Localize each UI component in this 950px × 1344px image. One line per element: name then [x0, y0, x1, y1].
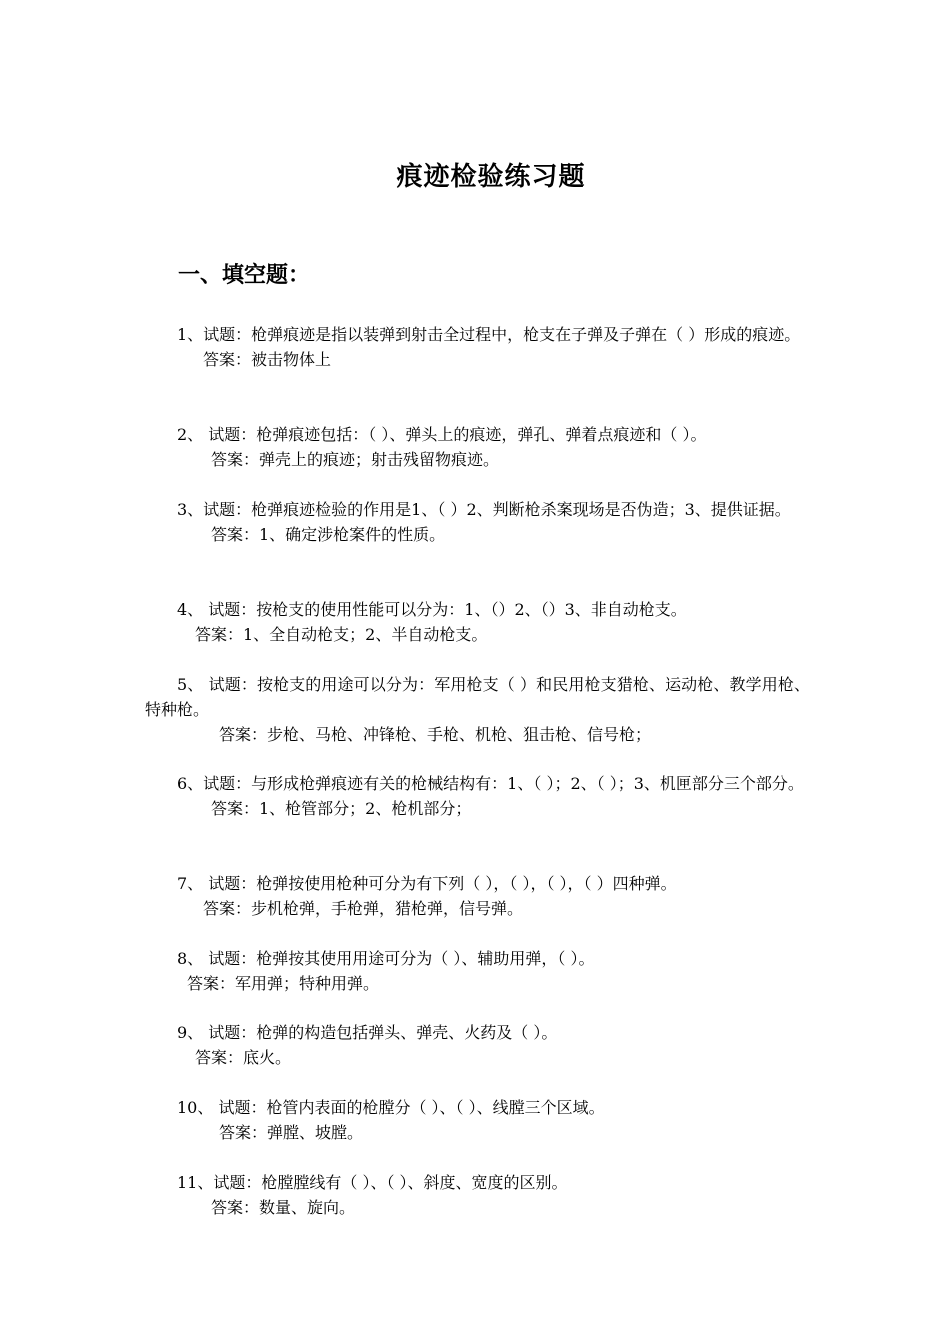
question-item [145, 771, 810, 821]
document-title: 痕迹检验练习题 [396, 162, 586, 192]
question-text: 3、试题：枪弹痕迹检验的作用是1、（ ）2、判断枪杀案现场是否伪造；3、提供证据。 [177, 500, 791, 519]
question-item [145, 322, 810, 372]
section-heading: 一、填空题： [178, 262, 311, 288]
answer-text: 答案：数量、旋向。 [211, 1198, 356, 1217]
answer-text: 答案：弹壳上的痕迹；射击残留物痕迹。 [211, 450, 500, 469]
answer-text: 答案：军用弹；特种用弹。 [187, 974, 380, 993]
answer-text: 答案：1、确定涉枪案件的性质。 [211, 525, 446, 544]
question-item [145, 597, 810, 647]
question-text: 7、 试题：枪弹按使用枪种可分为有下列（ ），（ ），（ ），（ ）四种弹。 [177, 874, 677, 893]
question-item [145, 1095, 810, 1145]
question-text: 9、 试题：枪弹的构造包括弹头、弹壳、火药及（ ）。 [177, 1023, 558, 1042]
question-item [145, 871, 810, 921]
question-item [145, 497, 810, 547]
question-text: 4、 试题：按枪支的使用性能可以分为：1、（）2、（）3、非自动枪支。 [177, 600, 687, 619]
answer-text: 答案：底火。 [195, 1048, 292, 1067]
question-item [145, 946, 810, 996]
question-item [145, 422, 810, 472]
question-text: 10、 试题：枪管内表面的枪膛分（ ）、（ ）、线膛三个区域。 [177, 1098, 605, 1117]
question-text: 1、试题：枪弹痕迹是指以装弹到射击全过程中，枪支在子弹及子弹在（ ）形成的痕迹。 [177, 325, 801, 344]
question-text: 11、试题：枪膛膛线有（ ）、（ ）、斜度、宽度的区别。 [177, 1173, 568, 1192]
answer-text: 答案：被击物体上 [203, 350, 332, 369]
answer-text: 答案：1、全自动枪支；2、半自动枪支。 [195, 625, 488, 644]
question-text: 2、 试题：枪弹痕迹包括：（ ）、弹头上的痕迹，弹孔、弹着点痕迹和（ ）。 [177, 425, 707, 444]
question-text: 6、试题：与形成枪弹痕迹有关的枪械结构有：1、（ ）；2、（ ）；3、机匣部分三个部分。 [177, 774, 804, 793]
question-item [145, 1020, 810, 1070]
answer-text: 答案：弹膛、坡膛。 [219, 1123, 364, 1142]
answer-text: 答案：1、枪管部分；2、枪机部分； [211, 799, 472, 818]
question-item [145, 1170, 810, 1220]
question-text: 8、 试题：枪弹按其使用用途可分为（ ）、辅助用弹，（ ）。 [177, 949, 595, 968]
answer-text: 答案：步枪、马枪、冲锋枪、手枪、机枪、狙击枪、信号枪； [219, 725, 652, 744]
question-item [145, 672, 810, 747]
answer-text: 答案：步机枪弹，手枪弹，猎枪弹，信号弹。 [203, 899, 524, 918]
question-text: 5、 试题：按枪支的用途可以分为：军用枪支（ ）和民用枪支猎枪、运动枪、教学用枪、特种枪。 [145, 675, 810, 719]
